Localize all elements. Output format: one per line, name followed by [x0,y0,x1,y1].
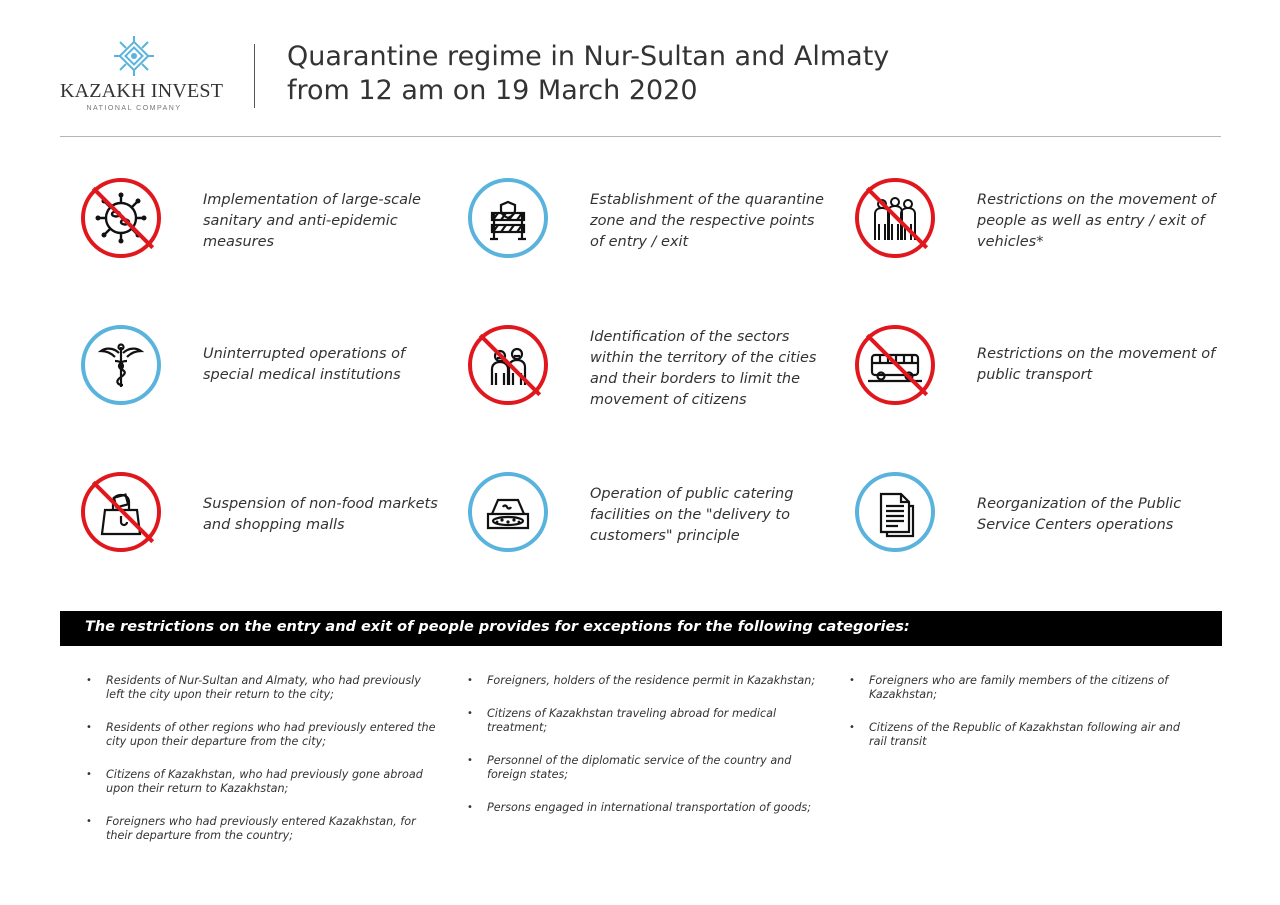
measure-item [855,178,1235,288]
header [0,0,1280,137]
measure-text: Reorganization of the Public Service Centers operations [977,496,1182,533]
measure-text: Restrictions on the movement of people as well as entry / exit of vehicles* [977,192,1216,250]
list-item: • Residents of Nur-Sultan and Almaty, who had previously left the city upon their return to the city; [86,674,436,702]
logo [60,34,224,112]
allowed-sign [855,472,935,552]
logo-subtitle: NATIONAL COMPANY [86,105,182,112]
exceptions-column-2 [467,674,817,834]
allowed-sign [81,325,161,405]
exceptions-column-1 [86,674,436,862]
measure-text: Suspension of non-food markets and shopping malls [203,496,438,533]
pizza-box-icon [472,476,544,548]
prohibited-sign [855,178,935,258]
measure-text: Establishment of the quarantine zone and the respective points of entry / exit [590,192,824,250]
caduceus-icon [85,329,157,401]
exceptions-title: The restrictions on the entry and exit of people provides for exceptions for the following categories: [85,619,910,635]
measure-item [81,178,461,288]
measure-item [81,472,461,582]
list-item: • Residents of other regions who had previously entered the city upon their departure from the city; [86,721,436,749]
measure-text: Restrictions on the movement of public transport [977,346,1216,383]
exceptions-column-3 [849,674,1199,768]
list-item: • Citizens of the Republic of Kazakhstan following air and rail transit [849,721,1199,749]
list-item: • Citizens of Kazakhstan, who had previously gone abroad upon their return to Kazakhstan; [86,768,436,796]
list-item: • Personnel of the diplomatic service of the country and foreign states; [467,754,817,782]
measure-item [855,325,1235,435]
prohibited-sign [855,325,935,405]
measure-item [468,472,848,582]
checkpoint-barrier-icon [472,182,544,254]
measure-text: Identification of the sectors within the territory of the cities and their borders to limit the movement of citizens [590,329,817,408]
prohibited-sign [81,178,161,258]
header-divider [254,44,255,108]
measure-text: Uninterrupted operations of special medical institutions [203,346,406,383]
page-title [287,40,889,108]
list-item: • Citizens of Kazakhstan traveling abroad for medical treatment; [467,707,817,735]
header-rule [60,136,1221,137]
prohibited-sign [468,325,548,405]
measure-text: Implementation of large-scale sanitary and anti-epidemic measures [203,192,421,250]
list-item: • Foreigners who had previously entered Kazakhstan, for their departure from the country; [86,815,436,843]
allowed-sign [468,178,548,258]
list-item: • Foreigners, holders of the residence permit in Kazakhstan; [467,674,817,688]
list-item: • Foreigners who are family members of the citizens of Kazakhstan; [849,674,1199,702]
exceptions-banner [60,611,1222,646]
measure-text: Operation of public catering facilities on the "delivery to customers" principle [590,486,794,544]
measure-item [468,325,848,435]
list-item: • Persons engaged in international transportation of goods; [467,801,817,815]
measure-item [81,325,461,435]
kazakh-invest-ornament-icon [112,34,156,78]
allowed-sign [468,472,548,552]
measure-item [855,472,1235,582]
title-line-2: from 12 am on 19 March 2020 [287,75,698,106]
logo-name: KAZAKH INVEST [60,80,224,102]
title-line-1: Quarantine regime in Nur-Sultan and Almaty [287,41,890,72]
measure-item [468,178,848,288]
prohibited-sign [81,472,161,552]
documents-icon [859,476,931,548]
